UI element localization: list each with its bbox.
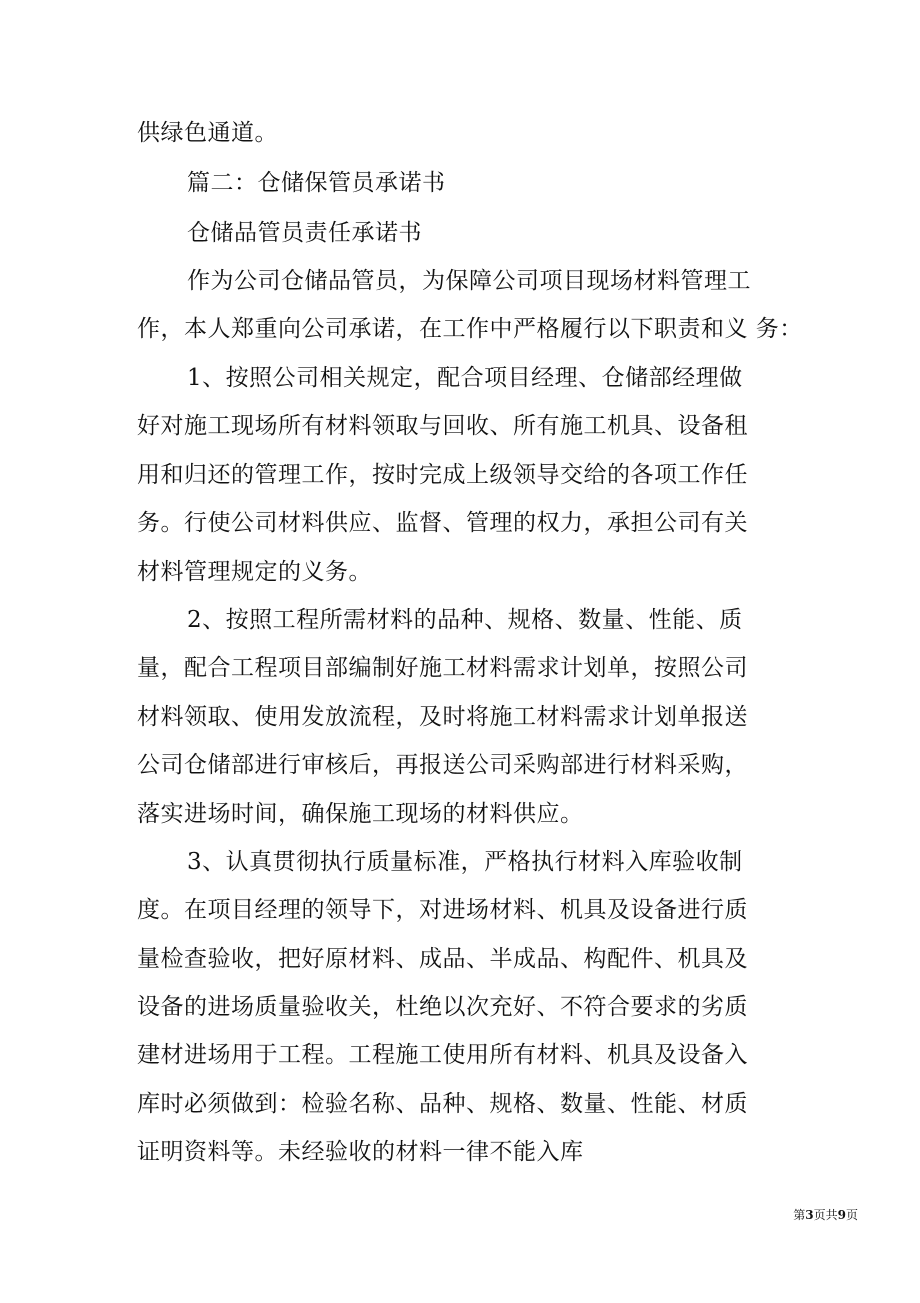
text-line: 3、认真贯彻执行质量标准，严格执行材料入库验收制 xyxy=(187,849,743,875)
text-line: 公司仓储部进行审核后，再报送公司采购部进行材料采购， xyxy=(137,752,748,778)
text-line: 好对施工现场所有材料领取与回收、所有施工机具、设备租 xyxy=(137,413,748,439)
footer-suffix: 页 xyxy=(845,1208,858,1222)
text-line: 落实进场时间，确保施工现场的材料供应。 xyxy=(137,801,584,827)
footer-middle: 页共 xyxy=(813,1208,838,1222)
text-line: 用和归还的管理工作，按时完成上级领导交给的各项工作任 xyxy=(137,462,748,488)
total-page-count: 9 xyxy=(837,1208,846,1222)
text-line: 量，配合工程项目部编制好施工材料需求计划单，按照公司 xyxy=(137,655,748,681)
current-page-number: 3 xyxy=(805,1208,814,1222)
document-title: 仓储品管员责任承诺书 xyxy=(187,220,422,246)
text-line: 库时必须做到：检验名称、品种、规格、数量、性能、材质 xyxy=(137,1091,748,1117)
text-line: 度。在项目经理的领导下，对进场材料、机具及设备进行质 xyxy=(137,897,748,923)
text-line: 材料领取、使用发放流程，及时将施工材料需求计划单报送 xyxy=(137,704,748,730)
section-heading: 篇二：仓储保管员承诺书 xyxy=(187,170,446,196)
footer-prefix: 第 xyxy=(793,1208,806,1222)
text-line: 建材进场用于工程。工程施工使用所有材料、机具及设备入 xyxy=(137,1042,748,1068)
text-line: 供绿色通道。 xyxy=(137,120,278,146)
text-line: 1、按照公司相关规定，配合项目经理、仓储部经理做 xyxy=(187,365,743,391)
text-line: 量检查验收，把好原材料、成品、半成品、构配件、机具及 xyxy=(137,946,748,972)
text-line: 2、按照工程所需材料的品种、规格、数量、性能、质 xyxy=(187,607,743,633)
text-line: 务。行使公司材料供应、监督、管理的权力，承担公司有关 xyxy=(137,510,748,536)
text-line: 材料管理规定的义务。 xyxy=(137,559,372,585)
text-line: 证明资料等。未经验收的材料一律不能入库 xyxy=(137,1139,584,1165)
text-line: 作，本人郑重向公司承诺，在工作中严格履行以下职责和义 务： xyxy=(137,316,803,342)
text-line: 作为公司仓储品管员，为保障公司项目现场材料管理工 xyxy=(187,268,751,294)
page-number-footer xyxy=(793,1207,858,1223)
text-line: 设备的进场质量验收关，杜绝以次充好、不符合要求的劣质 xyxy=(137,994,748,1020)
